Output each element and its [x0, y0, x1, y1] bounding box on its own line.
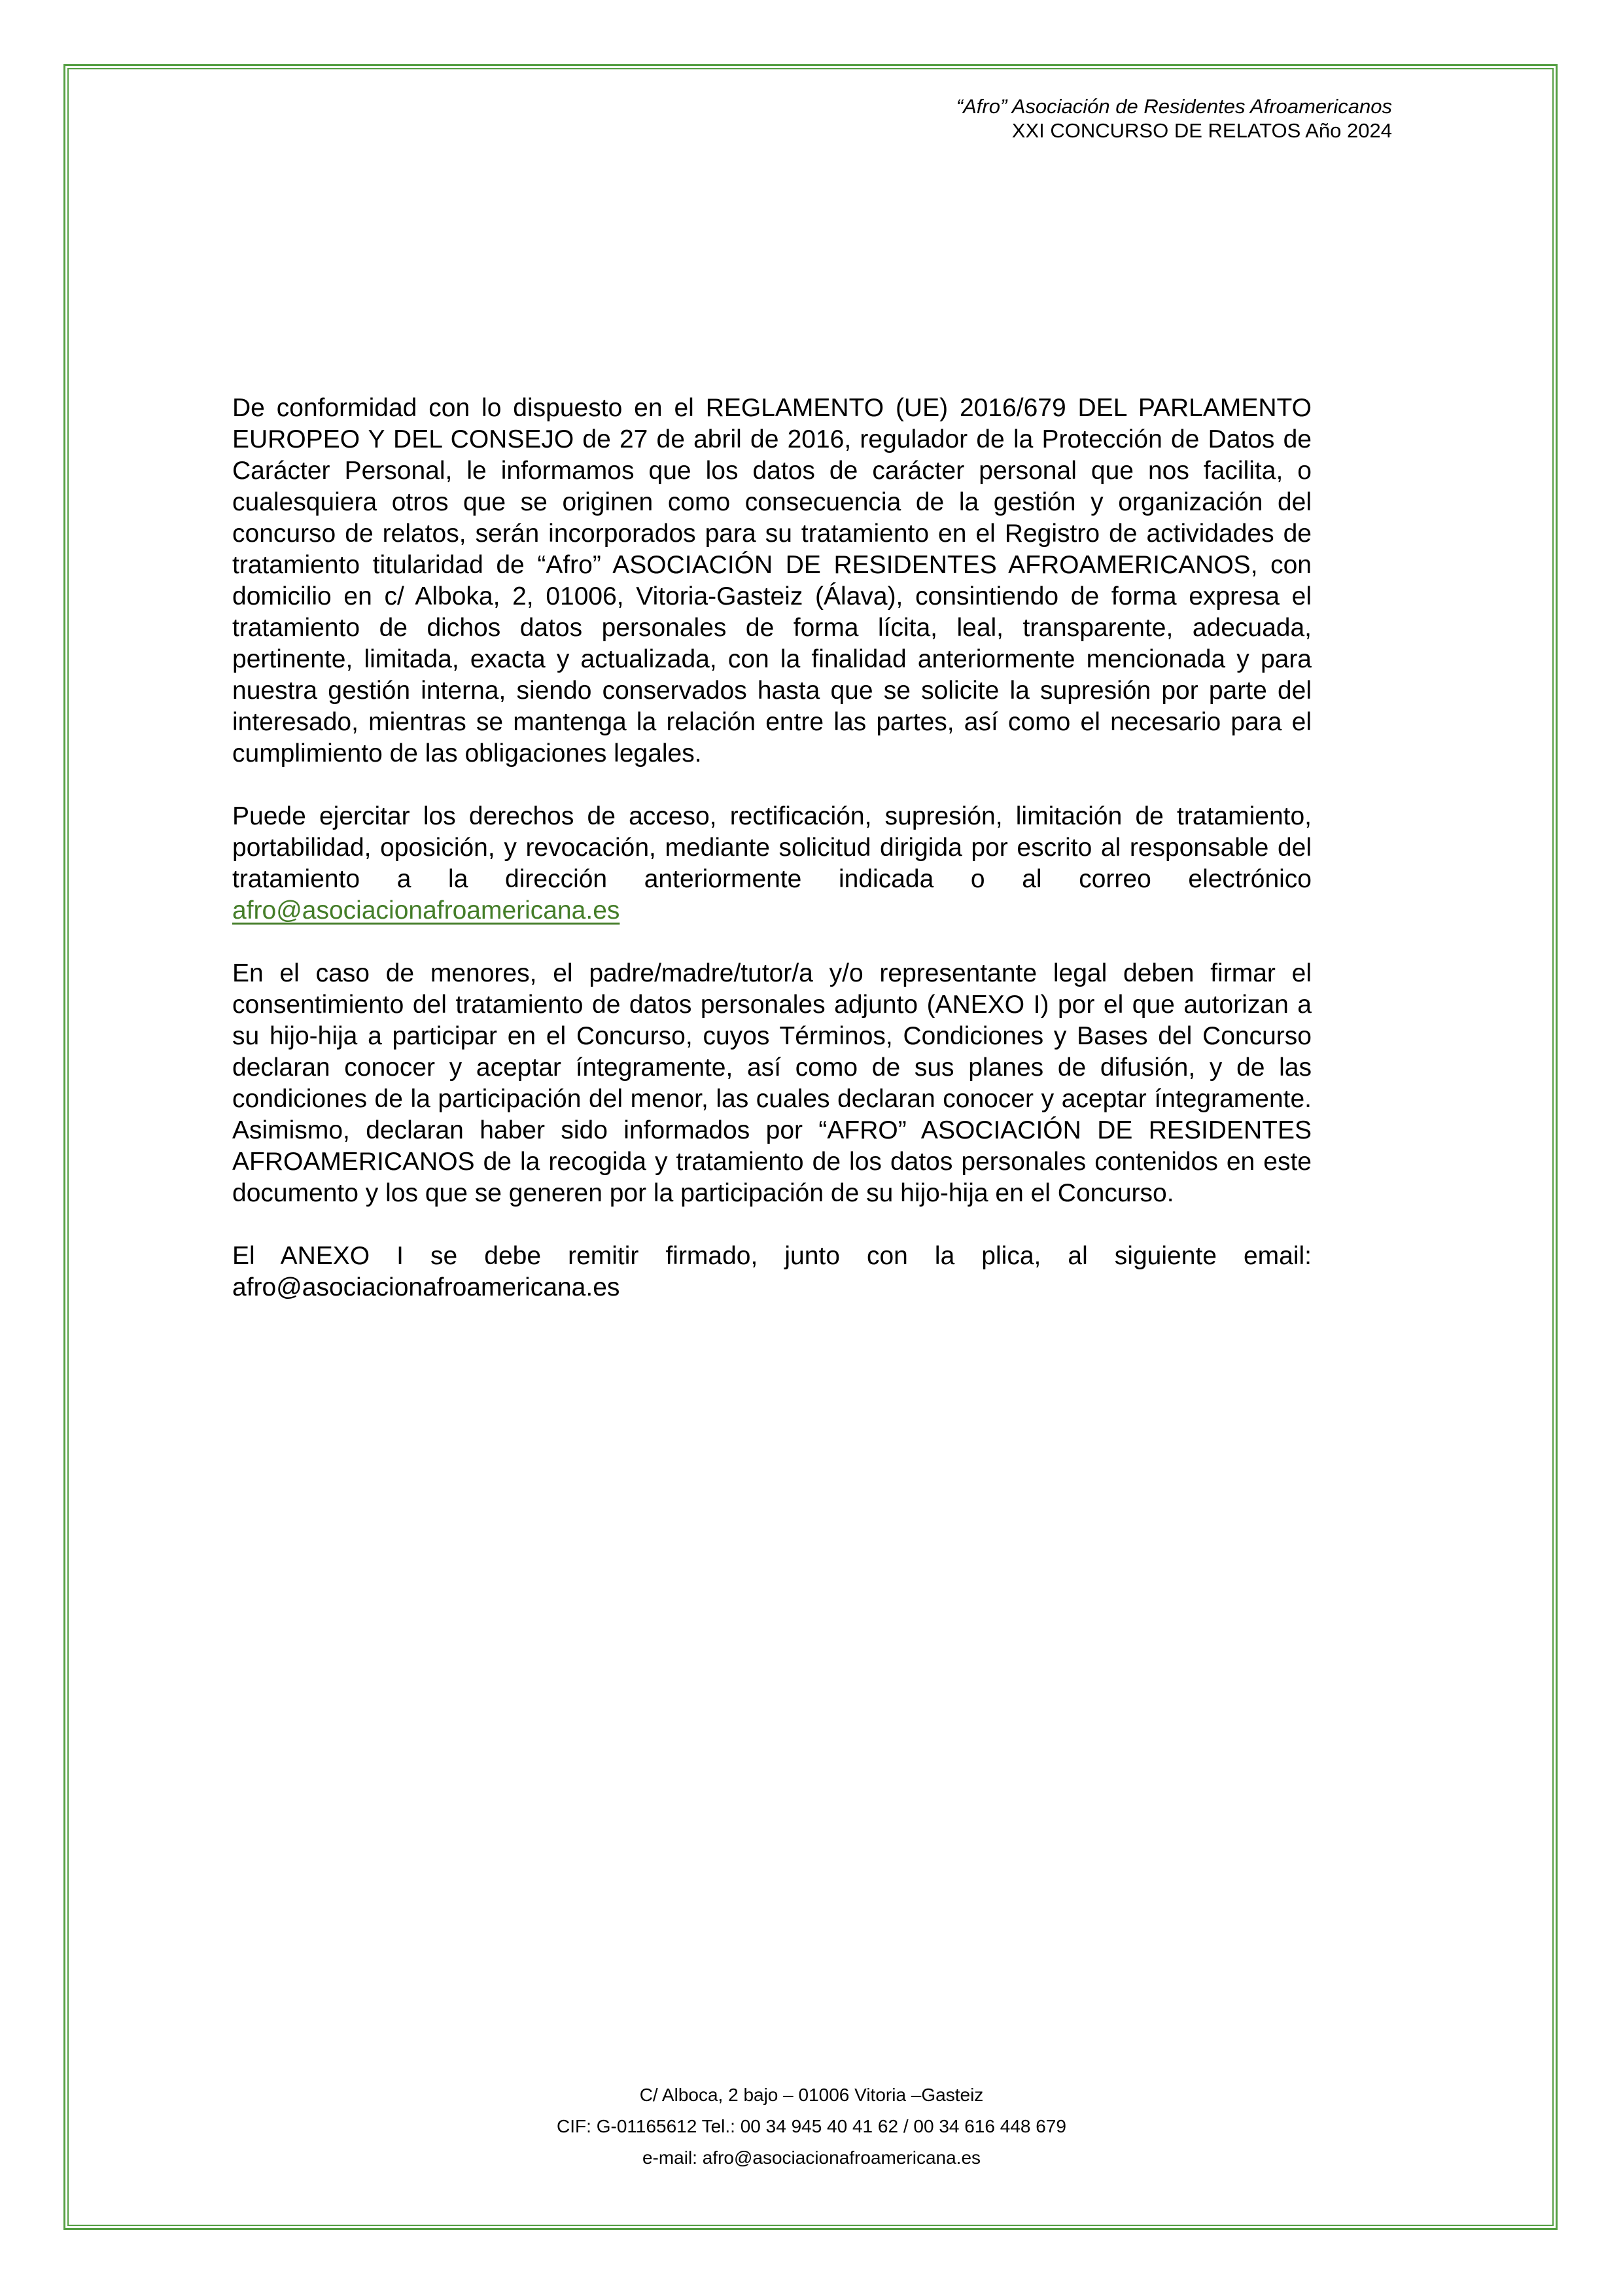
document-header: [956, 94, 1392, 143]
paragraph-rights: [232, 801, 1312, 927]
footer-email: e-mail: afro@asociacionafroamericana.es: [642, 2147, 981, 2168]
paragraph-data-protection: De conformidad con lo dispuesto en el REGLAMENTO (UE) 2016/679 DEL PARLAMENTO EUROPEO Y DEL CONSEJO de 27 de abril de 2016, regulador de la Protección de Datos de Carácter Personal, le informamos que los datos de carácter personal que nos facilita, o cualesquiera otros que se originen como consecuencia de la gestión y organización del concurso de relatos, serán incorporados para su tratamiento en el Registro de actividades de tratamiento titularidad de “Afro” ASOCIACIÓN DE RESIDENTES AFROAMERICANOS, con domicilio en c/ Alboka, 2, 01006, Vitoria-Gasteiz (Álava), consintiendo de forma expresa el tratamiento de dichos datos personales de forma lícita, leal, transparente, adecuada, pertinente, limitada, exacta y actualizada, con la finalidad anteriormente mencionada y para nuestra gestión interna, siendo conservados hasta que se solicite la supresión por parte del interesado, mientras se mantenga la relación entre las partes, así como el necesario para el cumplimiento de las obligaciones legales.: [232, 394, 1312, 768]
header-org-name: “Afro” Asociación de Residentes Afroamericanos: [956, 95, 1392, 118]
header-contest-title: XXI CONCURSO DE RELATOS Año 2024: [1011, 119, 1392, 142]
paragraph-minors-consent: En el caso de menores, el padre/madre/tutor/a y/o representante legal deben firmar el consentimiento del tratamiento de datos personales adjunto (ANEXO I) por el que autorizan a su hijo-hija a participar en el Concurso, cuyos Términos, Condiciones y Bases del Concurso declaran conocer y aceptar íntegramente, así como de sus planes de difusión, y de las condiciones de la participación del menor, las cuales declaran conocer y aceptar íntegramente. Asimismo, declaran haber sido informados por “AFRO” ASOCIACIÓN DE RESIDENTES AFROAMERICANOS de la recogida y tratamiento de los datos personales contenidos en este documento y los que se generen por la participación de su hijo-hija en el Concurso.: [232, 959, 1312, 1207]
paragraph-anexo-submit: El ANEXO I se debe remitir firmado, junto con la plica, al siguiente email: afro@asociacionafroamericana.es: [232, 1242, 1312, 1301]
footer-cif-phone: CIF: G-01165612 Tel.: 00 34 945 40 41 62 / 00 34 616 448 679: [557, 2116, 1066, 2136]
footer-address: C/ Alboca, 2 bajo – 01006 Vitoria –Gasteiz: [639, 2085, 984, 2105]
paragraph-rights-text: Puede ejercitar los derechos de acceso, rectificación, supresión, limitación de tratamiento, portabilidad, oposición, y revocación, mediante solicitud dirigida por escrito al responsable del tratamiento a la dirección anteriormente indicada o al correo electrónico: [232, 802, 1312, 893]
email-link[interactable]: afro@asociacionafroamericana.es: [232, 896, 620, 925]
document-footer: [0, 2079, 1623, 2174]
document-body: [232, 393, 1312, 1335]
